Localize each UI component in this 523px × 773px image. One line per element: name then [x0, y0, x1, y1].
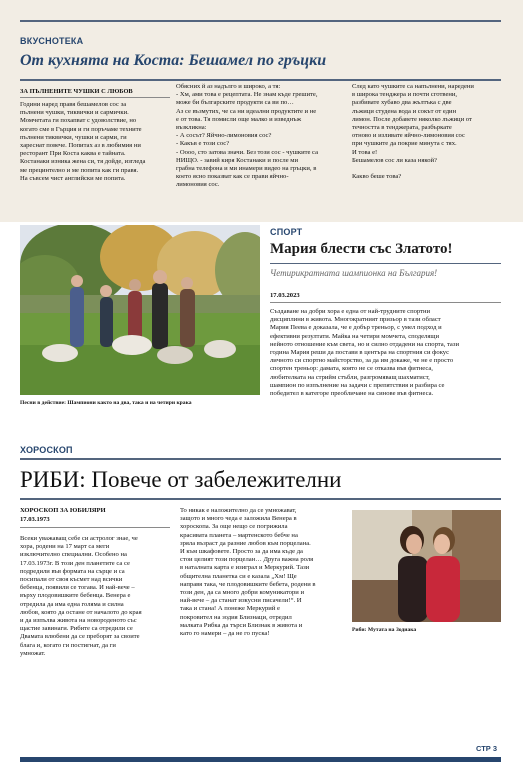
footer-bar: [20, 757, 501, 762]
section-label-horoscope: ХОРОСКОП: [20, 445, 73, 455]
food-subheadline: ЗА ПЪЛНЕНИТЕ ЧУШКИ С ЛЮБОВ: [20, 88, 133, 95]
horoscope-column-1: Всеки уважаващ себе си астролог знае, че хора, родени на 17 март са меги изключително специални. Особено на 17.03.1973г. В този ден планетите са се подредили във формата на сърце и са посипали от своя късмет над всички бебенца, появили се тогава. И най-вече – върху плодовишките бебенца. Венера е отредила да има една голяма и силна любов, която да остане от началото до края и да изпълва живота на новороденото със щастие завинаги. Рибите са отредили се Двамата влюбени да се преборят за своите блага и, когато ги постигнат, да ги умножат.: [20, 535, 142, 657]
section-label-sport: СПОРТ: [270, 227, 303, 237]
sport-subheadline: Четирикратната шампионка на България!: [270, 268, 438, 278]
sport-date-rule: [270, 302, 501, 303]
horoscope-subheadline: ХОРОСКОП ЗА ЮБИЛЯРИ: [20, 507, 106, 514]
family-dogs-photo: [20, 225, 260, 395]
horoscope-date: 17.03.1973: [20, 516, 50, 523]
food-sub-rule: [20, 97, 170, 98]
sport-article-body: Създаване на добри хора е една от най-трудните спортни дисциплини в живота. Многократният призьор в тази област Мария Пеева е доказала, че е добър треньор, с умел подход и ефективни резултати. Майка на четири момчета, споделящи нейното отношение към света, но и силно отдадени на спорта, тази година Мария реши да постави в центъра на спортния си фокус личното си спортно майсторство, за да им докаже, че не е просто спортен треньор: дамата, която не се отказва във фитнеса, любителката на стрийм стъбли, разгромяващ шахматист, шампион по изпълнение на задачи с препятствия и разбира се победител в категоре преобличане на синове във фитнеса.: [270, 308, 459, 398]
section-label-food: ВКУСНОТЕКА: [20, 36, 84, 46]
food-column-2: Обясних й аз надълго и широко, а тя: - Хм, ами това е рецептата. Не знам къде грешите, може би българските продукти са ви по… Аз се възмутих, че са ни идеални продуктите и не е от това. Тя помисли още малко и изведнъж възкликна: - А сосът? Яйчно-лимоновия сос? - Какъв е този сос? - Оооо, сто затова значи. Без този сос - чушките са НИЩО. - завий киря Костанаки и после ми грабна телефона и ми инамери видео на гръцки, в което ясно показват как се прави яйчно- лимоновия сос.: [176, 83, 318, 189]
food-headline: От кухнята на Коста: Бешамел по гръцки: [20, 52, 327, 69]
sport-headline: Мария блести със Златото!: [270, 241, 453, 257]
horoscope-headline: РИБИ: Повече от забележителни: [20, 467, 342, 492]
horoscope-top-rule: [20, 458, 501, 460]
horoscope-headline-rule: [20, 498, 501, 500]
food-headline-rule: [20, 79, 501, 81]
page-number: СТР 3: [476, 744, 498, 753]
horoscope-date-rule: [20, 527, 170, 528]
food-column-1: Години наред правя бешамелов сос за пълнени чушки, тиквички и сармички. Момчетата ги похапват с удоволствие, но когато сме в Гърция и ги поръчаме техните пълнени тиквички, чушки и сарми, ги хареснат повече. Попитах аз в любимия ни ресторант При Коста каква е тайната. Костанаки изника жена си, тя дойде, изгледа ме прецинтелно и ме попита как ги правя. На съвсем чист английски ме попита.: [20, 101, 146, 182]
horoscope-column-2: То никак е наложително да се умножават, защото и много чеда е заложила Венера в хороскопа. За още нещо се погрижила красивата планета – мартенското бебче на зряла възраст да разние любов към порцелана. И към шкафовете. Просто за да има къде да стои целият този порцелан… Друга важна роля в наталната карта е изиграл и Меркурий. Тази общителна планетка си е казала „Хм! Ще направя така, че плодовишките бебета, родени в този ден, да са много добри комуникатори и най-вече – да станат изкусни писачели!“. И така и стана! А понеже Меркурий е покровител на зодия Близнаци, отредил малката Рибка да търси Близнак в живота и като го намери – да не го пуска!: [180, 507, 316, 638]
family-dogs-photo-illustration: [20, 225, 260, 395]
sport-date: 17.03.2023: [270, 292, 300, 299]
horoscope-photo-caption: Риби: Мутата на Зодиака: [352, 627, 417, 633]
top-rule: [20, 20, 501, 22]
food-column-3: След като чушките са напълнени, наредени в широка тенджера и почти сготвени, разбивате хубаво два жълтъка с две лъжици студена вода и сокът от един лимон. После добавете няколко лъжици от течността в тенджерата, разбъркате отново и изливате яйчно-лимоновия сос при чушките да покрие минута с тях. И това е! Бешамелов сос ли каза някой? Какво беше това?: [352, 83, 474, 181]
sport-photo-caption: Песни в действие: Шампиони както на два, така и на четири крака: [20, 400, 192, 406]
sport-headline-rule: [270, 263, 501, 264]
pisces-women-photo-illustration: [352, 510, 501, 622]
pisces-women-photo: [352, 510, 501, 622]
